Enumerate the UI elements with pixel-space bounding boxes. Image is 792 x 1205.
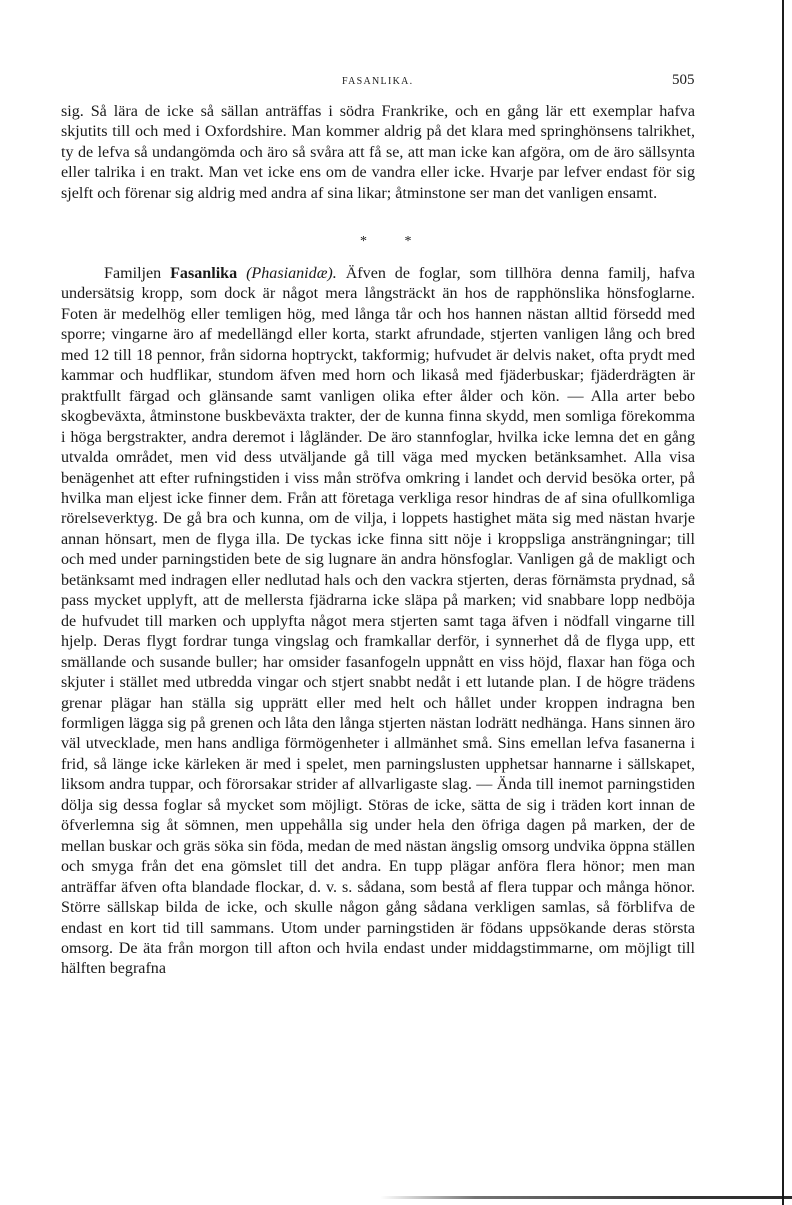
family-name: Fasanlika (170, 265, 238, 282)
paragraph-fasanlika (61, 264, 695, 980)
running-title: FASANLIKA. (342, 76, 414, 87)
running-head (0, 72, 792, 96)
page-number: 505 (672, 72, 695, 88)
latin-family-name: (Phasianidæ). (246, 265, 337, 282)
page-edge-bottom (0, 1196, 792, 1199)
lead-word: Familjen (104, 265, 162, 282)
page-edge-right (782, 0, 784, 1205)
paragraph-body: Äfven de foglar, som tillhöra denna familj, hafva undersätsig kropp, som dock är något mera långsträckt än hos de rapphönslika hönsfoglarne. Foten är medelhög eller temligen hög, med långa tår och hos hannen nästan alltid försedd med sporre; vingarne äro af medellängd eller korta, starkt afrundade, stjerten vanligen lång och bred med 12 till 18 pennor, från sidorna hoptryckt, takformig; hufvudet är delvis naket, ofta prydt med kammar och hudflikar, stundom äfven med horn och likaså med fjäderbuskar; fjäderdrägten är praktfullt färgad och glänsande samt vanligen olika efter ålder och kön. — Alla arter bebo skogbeväxta, åtminstone buskbeväxta trakter, der de kunna finna skydd, men somliga förekomma i höga bergstrakter, andra deremot i lågländer. De äro stannfoglar, hvilka icke lemna det en gång utvalda området, men vid dess utväljande gå till väga med mycken betänksamhet. Alla visa benägenhet att efter rufningstiden i viss mån ströfva omkring i landet och dervid besöka orter, på hvilka man eljest icke finner dem. Från att företaga verkliga resor hindras de af sina ofullkomliga rörelseverktyg. De gå bra och kunna, om de vilja, i loppets hastighet mäta sig med nästan hvarje annan hönsart, men de flyga illa. De tyckas icke finna sitt nöje i kroppsliga ansträngningar; till och med under parningstiden bete de sig lugnare än andra hönsfoglar. Vanligen gå de makligt och betänksamt med indragen eller nedlutad hals och den vackra stjerten, deras förnämsta prydnad, så pass mycket upplyft, att de mellersta fjädrarna icke släpa på marken; vid snabbare lopp nedböja de hufvudet till marken och upplyfta något mera stjerten samt taga äfven i nödfall vingarne till hjelp. Deras flygt fordrar tunga vingslag och framkallar derför, i synnerhet då de flyga upp, ett smällande och susande buller; har omsider fasanfogeln uppnått en viss höjd, flaxar han föga och skjuter i stället med utbredda vingar och stjert snabbt nedåt i ett lutande plan. I de högre trädens grenar plägar han ställa sig upprätt eller med helt och hållet under kroppen indragna ben formligen lägga sig på grenen och låta den långa stjerten nästan lodrätt nedhänga. Hans sinnen äro väl utvecklade, men hans andliga förmögenheter i allmänhet små. Sins emellan lefva fasanerna i frid, så länge icke kärleken är med i spelet, men parningslusten upphetsar hannarne i sällskapet, liksom andra tuppar, och förorsakar strider af allvarligaste slag. — Ända till inemot parningstiden dölja sig dessa foglar så mycket som möjligt. Störas de icke, sätta de sig i träden kort innan de öfverlemna sig åt sömnen, men uppehålla sig under hela den öfriga dagen på marken, der de mellan buskar och gräs söka sin föda, medan de med nästan ängslig omsorg undvika öppna ställen och smyga från det ena gömslet till det andra. En tupp plägar anföra flera hönor; men man anträffar äfven ofta blandade flockar, d. v. s. sådana, som bestå af flera tuppar och många hönor. Större sällskap bilda de icke, och skulle någon gång sådana verkligen samlas, så förblifva de endast en kort tid till sammans. Utom under parningstiden är födans uppsökande deras största omsorg. De äta från morgon till afton och hvila endast under middagstimmarne, om möjligt till hälften begrafna (61, 265, 695, 978)
section-separator: * * (360, 234, 429, 249)
paragraph-springhons-conclusion: sig. Så lära de icke så sällan anträffas i södra Frankrike, och en gång lär ett exemplar hafva skjutits till och med i Oxfordshire. Man kommer aldrig på det klara med springhönsens talrikhet, ty de lefva så undangömda och äro så svåra att få se, att man icke kan afgöra, om de äro sällsynta eller talrika i en trakt. Man vet icke ens om de vandra eller icke. Hvarje par lefver endast för sig sjelft och förenar sig aldrig med andra af sina likar; åtminstone ser man det vanligen ensamt. (61, 103, 695, 202)
